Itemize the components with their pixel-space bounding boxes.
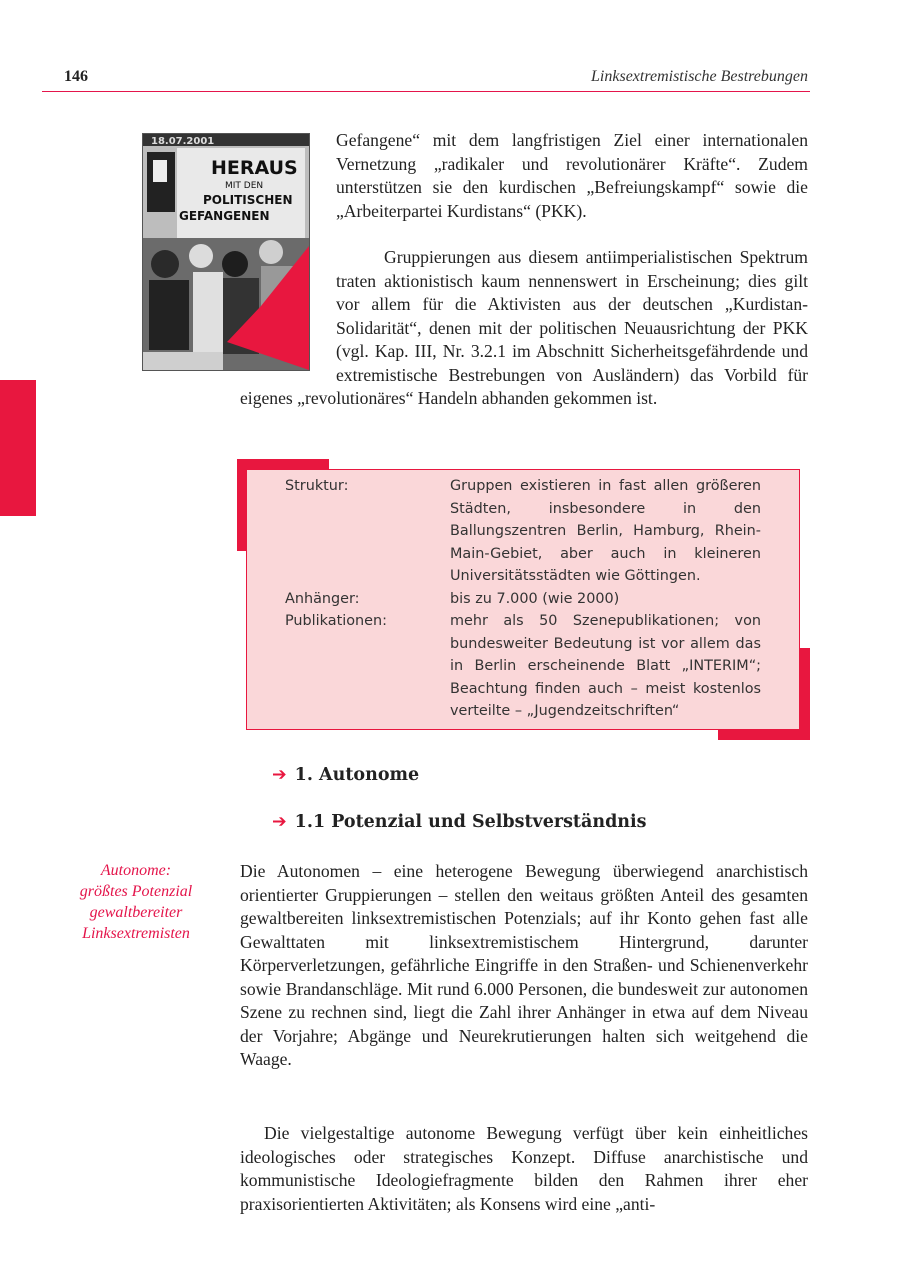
info-value-struktur: Gruppen existieren in fast allen größeren Städten, insbesondere in den Ballungszentren Berlin, Hamburg, Rhein-Main-Gebiet, aber auch in kleineren Universitätsstädten wie Göttingen. (450, 478, 761, 584)
margin-note-line-1: Autonome: (100, 862, 172, 879)
info-value-publikationen: mehr als 50 Szenepublikationen; von bundesweiter Bedeutung ist vor allem das in Berlin erscheinende Blatt „INTERIM“; Beachtung finden auch – meist kostenlos verteilte – „Jugendzeitschriften“ (450, 613, 761, 719)
page-number: 146 (64, 68, 88, 85)
section-heading-potenzial-text: 1.1 Potenzial und Selbstverständnis (294, 812, 647, 832)
body-paragraph-3: Die Autonomen – eine heterogene Bewegung überwiegend anarchistisch orientierter Gruppierungen – stellen den weitaus größten Anteil des gesamten gewaltbereiten linksextremistischen Potenzials; auf ihr Konto gehen fast alle Gewalttaten mit linksextremistischem Hintergrund, darunter Körperverletzungen, gefährliche Eingriffe in den Straßen- und Schienenverkehr sowie Brandanschläge. Mit rund 6.000 Personen, die bundesweit zur autonomen Szene zu rechnen sind, liegt die Zahl ihrer Anhänger in etwa auf dem Niveau der Vorjahre; Abgänge und Neurekrutierungen halten sich weitgehend die Waage. (240, 861, 808, 1069)
margin-note-line-3: gewaltbereiter (89, 904, 183, 921)
margin-note-line-2: größtes Potenzial (79, 883, 193, 900)
banner-line-3: POLITISCHEN (203, 193, 293, 207)
banner-line-4: GEFANGENEN (179, 209, 270, 223)
margin-note (60, 860, 212, 944)
info-label-anhaenger: Anhänger: (285, 591, 360, 607)
section-heading-autonome-text: 1. Autonome (294, 765, 420, 785)
body-paragraph-4 (240, 1122, 808, 1216)
header-rule (42, 91, 810, 92)
body-paragraph-2 (240, 246, 808, 411)
arrow-right-icon: ➔ (272, 765, 287, 785)
body-paragraph-1: Gefangene“ mit dem langfristigen Ziel einer internationalen Vernetzung „radikaler und revolutionärer Kräfte“. Zudem unterstützen sie den kurdischen „Befreiungskampf“ sowie die „Arbeiterpartei Kurdistans“ (PKK). (336, 130, 808, 221)
section-heading-potenzial (272, 812, 647, 832)
info-value-anhaenger: bis zu 7.000 (wie 2000) (450, 591, 620, 607)
arrow-right-icon: ➔ (272, 812, 287, 832)
info-box (246, 469, 800, 730)
body-paragraph-2-text: Gruppierungen aus diesem antiimperialistischen Spektrum traten aktionistisch kaum nennenswert in Erscheinung; dies gilt vor allem für die Aktivisten aus der deutschen „Kurdistan-Solidarität“, denen mit der politischen Neuausrichtung der PKK (vgl. Kap. III, Nr. 3.2.1 im Abschnitt Sicherheitsgefährdende und extremistische Bestrebungen von Ausländern) das Vorbild für eigenes „revolutionäres“ Handeln abhanden gekommen ist. (240, 247, 808, 408)
chapter-side-tab (0, 380, 36, 516)
margin-note-line-4: Linksextremisten (82, 925, 190, 942)
body-paragraph-4-text: Die vielgestaltige autonome Bewegung verfügt über kein einheitliches ideologisches oder strategisches Konzept. Diffuse anarchistische und kommunistische Ideologiefragmente bilden den Rahmen ihrer eher praxisorientierten Aktivitäten; als Konsens wird eine „anti- (240, 1123, 808, 1214)
info-label-struktur: Struktur: (285, 478, 349, 494)
banner-line-2: MIT DEN (225, 181, 264, 191)
running-title: Linksextremistische Bestrebungen (591, 68, 808, 85)
photo-date: 18.07.2001 (151, 136, 215, 147)
banner-line-1: HERAUS (211, 157, 298, 179)
info-label-publikationen: Publikationen: (285, 613, 387, 629)
section-heading-autonome (272, 765, 419, 785)
